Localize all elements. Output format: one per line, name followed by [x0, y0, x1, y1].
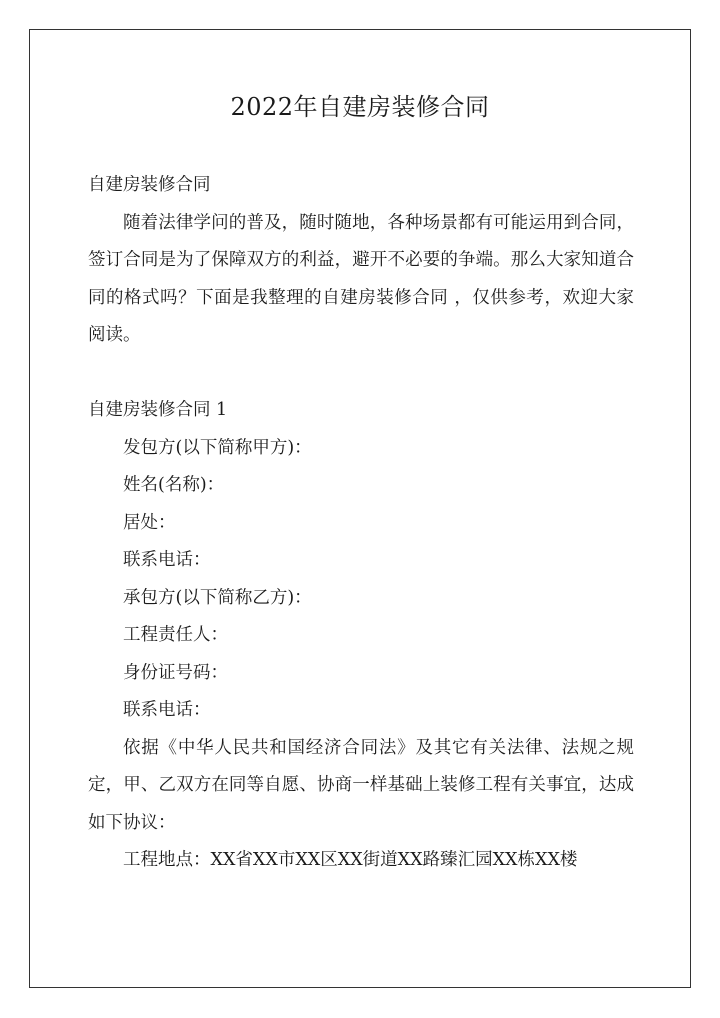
document-title: 2022年自建房装修合同: [230, 93, 490, 121]
agreement-basis-paragraph: 依据《中华人民共和国经济合同法》及其它有关法律、法规之规定，甲、乙双方在同等自愿、协商一样基础上装修工程有关事宜，达成如下协议：: [88, 737, 634, 833]
project-location-paragraph: 工程地点：XX省XX市XX区XX街道XX路臻汇园XX栋XX楼: [123, 850, 578, 870]
party-a-name-field: 姓名(名称)：: [123, 475, 225, 495]
section-heading: 自建房装修合同: [88, 175, 211, 195]
document-body: [88, 167, 634, 880]
contract-heading: 自建房装修合同 1: [88, 400, 228, 420]
party-b-label: 承包方(以下简称乙方)：: [123, 587, 312, 608]
party-b-phone-field: 联系电话：: [123, 700, 211, 720]
id-number-field: 身份证号码：: [123, 662, 228, 683]
party-a-phone-field: 联系电话：: [123, 550, 211, 570]
party-a-label: 发包方(以下简称甲方)：: [123, 437, 312, 458]
intro-paragraph: 随着法律学问的普及，随时随地，各种场景都有可能运用到合同，签订合同是为了保障双方的利益，避开不必要的争端。那么大家知道合同的格式吗？下面是我整理的自建房装修合同 ，仅供参考，欢迎大家阅读。: [88, 212, 634, 345]
project-manager-field: 工程责任人：: [123, 625, 228, 645]
paragraph-spacer: [88, 355, 634, 393]
party-a-address-field: 居处：: [123, 512, 176, 533]
